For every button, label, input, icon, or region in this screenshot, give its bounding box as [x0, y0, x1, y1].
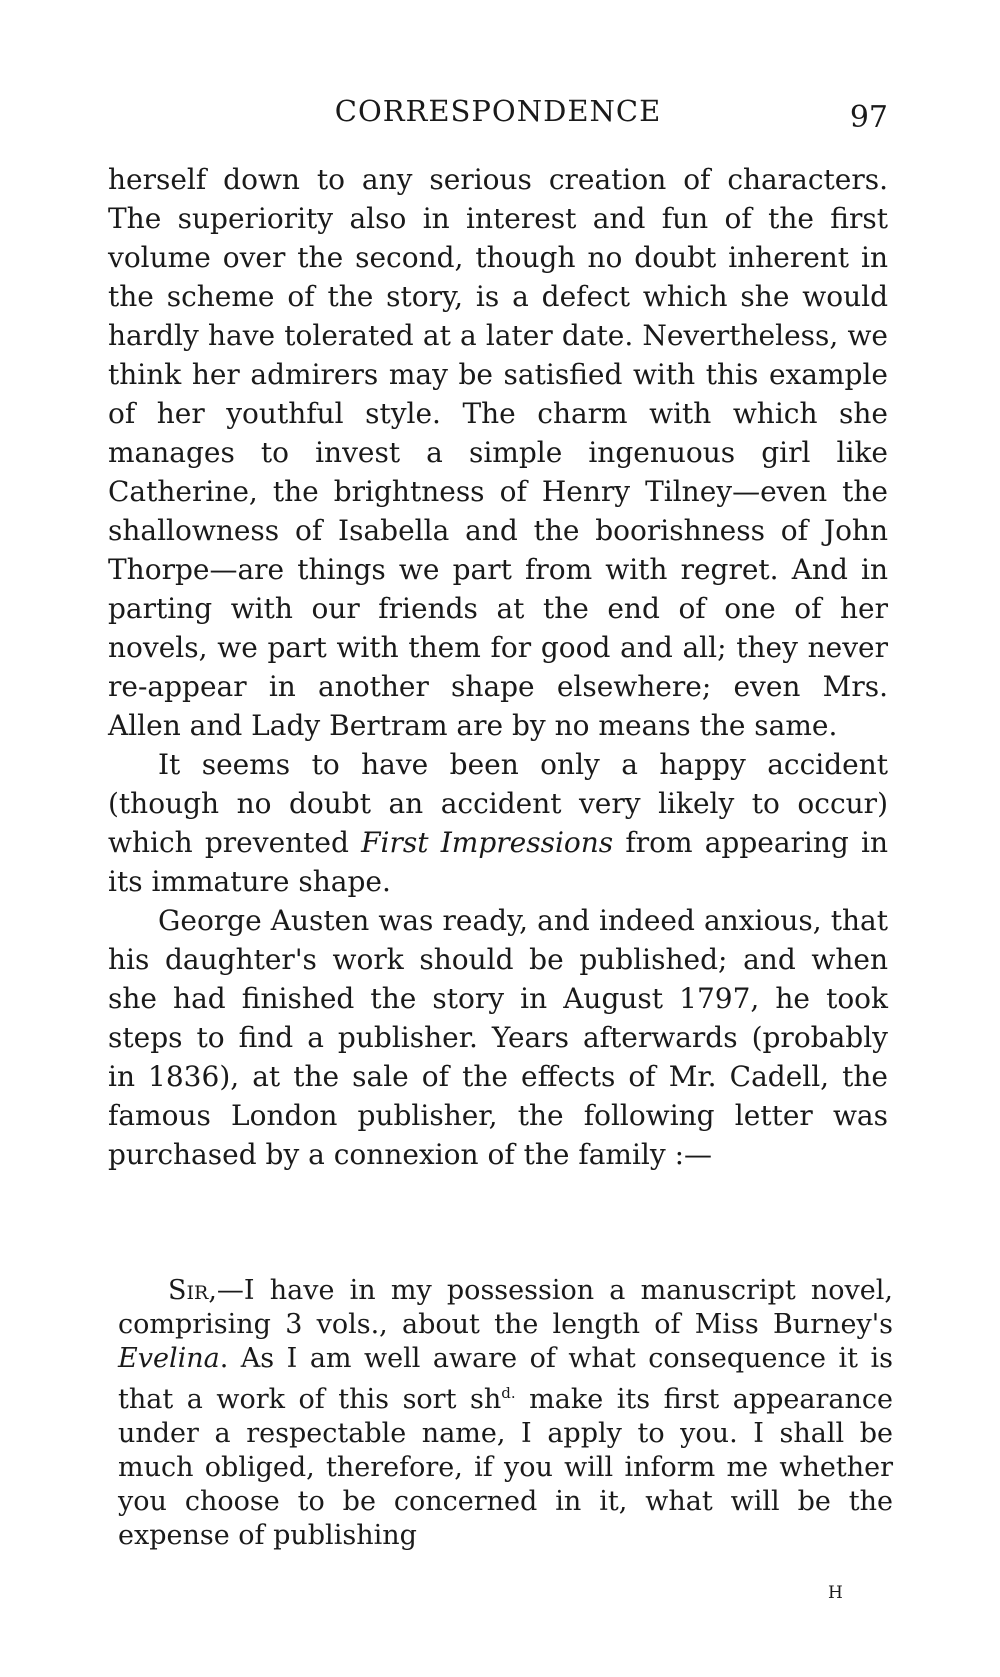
book-title-first-impressions: First Impressions [361, 826, 614, 859]
signature-mark: H [828, 1583, 844, 1603]
letter-excerpt [118, 1274, 893, 1553]
paragraph-2-after: from appearing in its immature shape. [108, 826, 888, 898]
paragraph-2 [108, 745, 888, 901]
running-head [108, 94, 888, 144]
paragraph-2-before: It seems to have been only a happy accident (though no doubt an accident very likely to occur) which prevented [108, 748, 888, 859]
page-number: 97 [849, 100, 888, 135]
letter-part-1: ,—I have in my possession a manuscript novel, comprising 3 vols., about the length of Miss Burney's [118, 1275, 893, 1340]
letter-part-3: make its first appearance under a respectable name, I apply to you. I shall be much obliged, therefore, if you will inform me whether you choose to be concerned in it, what will be the expense of publishing [118, 1384, 893, 1551]
running-title: CORRESPONDENCE [334, 94, 662, 128]
letter-salutation: Sir [168, 1275, 209, 1306]
letter-superscript: d. [501, 1384, 516, 1402]
paragraph-3: George Austen was ready, and indeed anxious, that his daughter's work should be published; and when she had finished the story in August 1797, he took steps to find a publisher. Years afterwards (probably in 1836), at the sale of the effects of Mr. Cadell, the famous London publisher, the following letter was purchased by a connexion of the family :— [108, 904, 888, 1171]
book-title-evelina: Evelina [118, 1343, 220, 1374]
letter-part-2: . As I am well aware of what consequence it is that a work of this sort sh [118, 1343, 893, 1415]
paragraph-1: herself down to any serious creation of characters. The superiority also in interest and fun of the first volume over the second, though no doubt inherent in the scheme of the story, is a defect which she would hardly have tolerated at a later date. Nevertheless, we think her admirers may be satisfied with this example of her youthful style. The charm with which she manages to invest a simple ingenuous girl like Catherine, the brightness of Henry Tilney—even the shallowness of Isabella and the boorishness of John Thorpe—are things we part from with regret. And in parting with our friends at the end of one of her novels, we part with them for good and all; they never re-appear in another shape elsewhere; even Mrs. Allen and Lady Bertram are by no means the same. [108, 163, 888, 742]
body-text [108, 160, 888, 1174]
